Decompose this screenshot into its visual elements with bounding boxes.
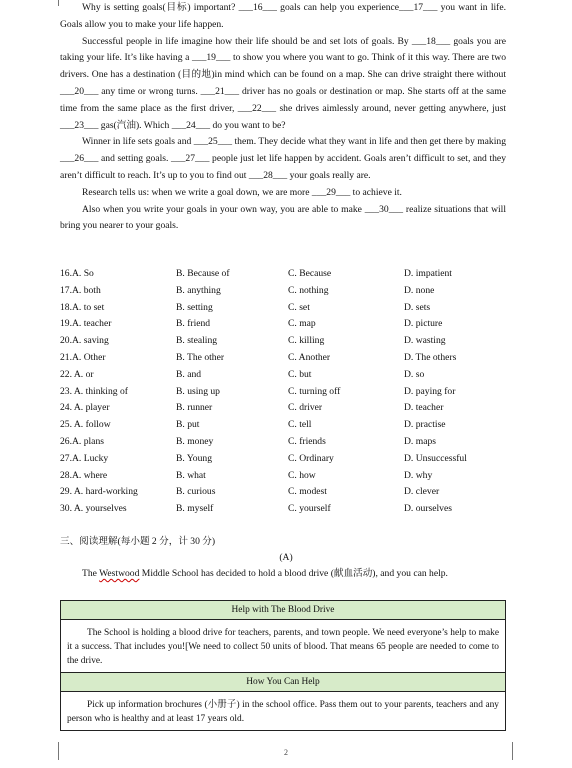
blood-drive-table (60, 600, 506, 731)
option-b: B. money (176, 435, 214, 447)
table-body-how: Pick up information brochures (小册子) in the school office. Pass them out to your parents, teachers and any person who is healthy and at least 17 years old. (61, 692, 506, 731)
passage-label: (A) (279, 552, 293, 563)
intro-prefix: The (82, 568, 100, 579)
option-a: 19.A. teacher (60, 318, 112, 330)
option-row (60, 266, 506, 283)
option-d: D. teacher (404, 402, 444, 414)
option-a: 21.A. Other (60, 351, 106, 363)
option-b: B. stealing (176, 335, 218, 347)
option-c: C. modest (288, 486, 327, 498)
passage-paragraph: Also when you write your goals in your own way, you are able to make ___30___ realize situations that will bring you nearer to your goals. (60, 203, 506, 232)
option-row (60, 300, 506, 317)
option-b: B. The other (176, 351, 225, 363)
option-a: 17.A. both (60, 284, 101, 296)
option-b: B. setting (176, 301, 213, 313)
option-c: C. Another (288, 351, 331, 363)
option-b: B. Because of (176, 268, 230, 279)
option-d: D. why (404, 469, 433, 481)
option-row (60, 468, 506, 485)
passage-paragraph: Successful people in life imagine how their life should be and set lots of goals. By ___18___ goals you are taking your life. It’s like having a ___19___ to show you where you want to go. Think of it this way. There are two drivers. One has a destination (目的地)in mind which can be found on a map. She can drive straight there without ___20___ any time or wrong turns. ___21___ driver has no goals or destination or map. She starts off at the same time from the same place as the first driver, ___22___ she drives aimlessly around, never getting anywhere, just ___23___ gas(汽油). Which ___24___ do you want to be? (60, 35, 506, 131)
option-d: D. practise (404, 419, 446, 431)
option-d: D. so (404, 368, 425, 380)
option-d: D. ourselves (404, 503, 452, 515)
option-c: C. killing (288, 335, 325, 347)
passage-paragraph: Why is setting goals(目标) important? ___16___ goals can help you experience___17___ you want in life. Goals allow you to make your life happen. (60, 2, 506, 30)
option-d: D. Unsuccessful (404, 452, 467, 464)
option-a: 16.A. So (60, 268, 94, 279)
option-a: 28.A. where (60, 469, 108, 481)
option-d: D. picture (404, 318, 443, 330)
intro-suffix: Middle School has decided to hold a blood drive (献血活动), and you can help. (139, 568, 448, 579)
section-title: 三、阅读理解(每小题 2 分，计 30 分) (60, 536, 216, 547)
option-a: 23. A. thinking of (60, 385, 128, 397)
option-b: B. put (176, 419, 200, 431)
option-row (60, 384, 506, 401)
option-c: C. map (288, 318, 316, 330)
option-d: D. maps (404, 435, 436, 447)
option-d: D. wasting (404, 335, 446, 347)
option-c: C. Because (288, 268, 332, 279)
answer-options (60, 266, 506, 518)
option-row (60, 400, 506, 417)
option-c: C. nothing (288, 284, 329, 296)
option-row (60, 484, 506, 501)
option-row (60, 316, 506, 333)
option-a: 26.A. plans (60, 435, 104, 447)
option-a: 18.A. to set (60, 301, 105, 313)
option-row (60, 350, 506, 367)
option-c: C. how (288, 469, 316, 481)
option-a: 24. A. player (60, 402, 110, 414)
option-d: D. paying for (404, 385, 456, 397)
option-d: D. impatient (404, 268, 452, 279)
school-name: Westwood (99, 568, 140, 579)
option-d: D. The others (404, 351, 457, 363)
option-a: 22. A. or (60, 368, 94, 380)
table-header-how: How You Can Help (61, 673, 506, 692)
option-c: C. turning off (288, 385, 341, 397)
option-b: B. and (176, 368, 202, 380)
option-d: D. sets (404, 301, 431, 313)
page-number: 2 (284, 748, 288, 757)
option-b: B. using up (176, 385, 220, 397)
option-b: B. runner (176, 402, 213, 414)
option-row (60, 367, 506, 384)
passage-paragraph: Winner in life sets goals and ___25___ them. They decide what they want in life and then get there by making ___26___ and setting goals. ___27___ people just let life happen by accident. Goals aren’t difficult to set, and they aren’t difficult to reach. It’s up to you to find out ___28___ your goals really are. (60, 136, 506, 181)
option-b: B. what (176, 469, 206, 481)
option-a: 29. A. hard-working (60, 486, 138, 498)
option-d: D. none (404, 284, 435, 296)
option-b: B. Young (176, 452, 212, 464)
option-b: B. curious (176, 486, 216, 498)
option-b: B. friend (176, 318, 211, 330)
option-c: C. but (288, 368, 312, 380)
option-a: 30. A. yourselves (60, 503, 127, 515)
option-row (60, 501, 506, 518)
option-row (60, 417, 506, 434)
option-row (60, 451, 506, 468)
option-row (60, 333, 506, 350)
cloze-passage (60, 0, 506, 235)
option-row (60, 283, 506, 300)
table-header-help: Help with The Blood Drive (61, 601, 506, 620)
option-c: C. tell (288, 419, 312, 431)
option-c: C. driver (288, 402, 323, 414)
option-b: B. anything (176, 284, 221, 296)
option-row (60, 434, 506, 451)
crop-mark-top-left (48, 0, 59, 6)
option-a: 25. A. follow (60, 419, 111, 431)
option-c: C. set (288, 301, 310, 313)
table-body-help: The School is holding a blood drive for teachers, parents, and town people. We need everyone’s help to make it a success. That includes you![We need to collect 50 units of blood. That means 65 people are needed to come to the drive. (61, 620, 506, 673)
option-a: 20.A. saving (60, 335, 109, 347)
reading-intro (60, 566, 506, 581)
option-b: B. myself (176, 503, 214, 515)
option-d: D. clever (404, 486, 440, 498)
passage-paragraph: Research tells us: when we write a goal down, we are more ___29___ to achieve it. (82, 186, 402, 198)
option-c: C. Ordinary (288, 452, 334, 464)
option-c: C. friends (288, 435, 326, 447)
option-c: C. yourself (288, 503, 331, 515)
option-a: 27.A. Lucky (60, 452, 109, 464)
